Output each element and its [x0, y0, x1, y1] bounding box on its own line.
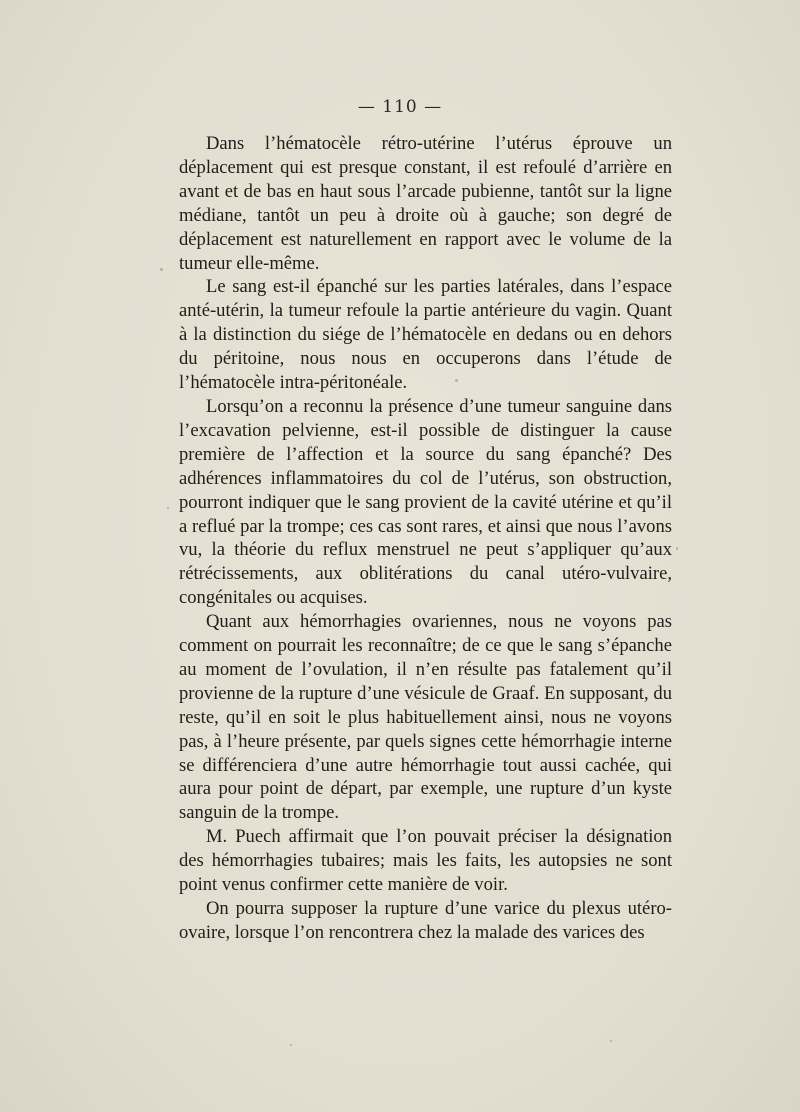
paper-speck — [167, 507, 169, 509]
paragraph-1: Dans l’hématocèle rétro-utérine l’utérus éprouve un déplacement qui est presque constant, il est refoulé d’arrière en avant et de bas en haut sous l’arcade pubienne, tantôt sur la ligne médiane, tantôt un peu à droite où à gauche; son degré de déplacement est naturellement en rapport avec le volume de la tumeur elle-même. — [179, 133, 672, 274]
paragraph-3: Lorsqu’on a reconnu la présence d’une tumeur sanguine dans l’excavation pelvienne, est-il possible de distinguer la cause première de l’affection et la source du sang épanché? Des adhérences inflammatoires du col de l’utérus, son obstruction, pourront indiquer que le sang provient de la cavité utérine et qu’il a reflué par la trompe; ces cas sont rares, et ainsi que nous l’avons vu, la théorie du reflux menstruel ne peut s’appliquer qu’aux rétrécissements, aux oblitérations du canal utéro-vulvaire, congénitales ou acquises. — [179, 395, 672, 609]
page-number: — 110 — — [357, 97, 443, 117]
paragraph-5: M. Puech affirmait que l’on pouvait préciser la désignation des hémorrhagies tubaires; mais les faits, les autopsies ne sont point venus confirmer cette manière de voir. — [179, 826, 672, 896]
paper-speck — [610, 1040, 612, 1042]
paper-speck — [160, 268, 163, 271]
paper-speck — [676, 547, 678, 550]
paper-speck — [290, 1044, 292, 1046]
paragraph-4: Quant aux hémorrhagies ovariennes, nous ne voyons pas comment on pourrait les reconnaître; de ce que le sang s’épanche au moment de l’ovulation, il n’en résulte pas fatalement qu’il provienne de la rupture d’une vésicule de Graaf. En supposant, du reste, qu’il en soit le plus habituellement ainsi, nous ne voyons pas, à l’heure présente, par quels signes cette hémorrhagie interne se différenciera d’une autre hémorrhagie tout aussi cachée, qui aura pour point de départ, par exemple, une rupture d’un kyste sanguin de la trompe. — [179, 611, 672, 824]
paper-speck — [455, 379, 458, 382]
paragraph-2: Le sang est-il épanché sur les parties latérales, dans l’espace anté-utérin, la tumeur refoule la partie antérieure du vagin. Quant à la distinction du siége de l’hématocèle en dedans ou en dehors du péritoine, nous nous en occuperons dans l’étude de l’hématocèle intra-péritonéale. — [179, 276, 672, 394]
page-body — [179, 132, 672, 945]
paragraph-6: On pourra supposer la rupture d’une varice du plexus utéro-ovaire, lorsque l’on rencontrera chez la malade des varices des — [179, 898, 672, 943]
